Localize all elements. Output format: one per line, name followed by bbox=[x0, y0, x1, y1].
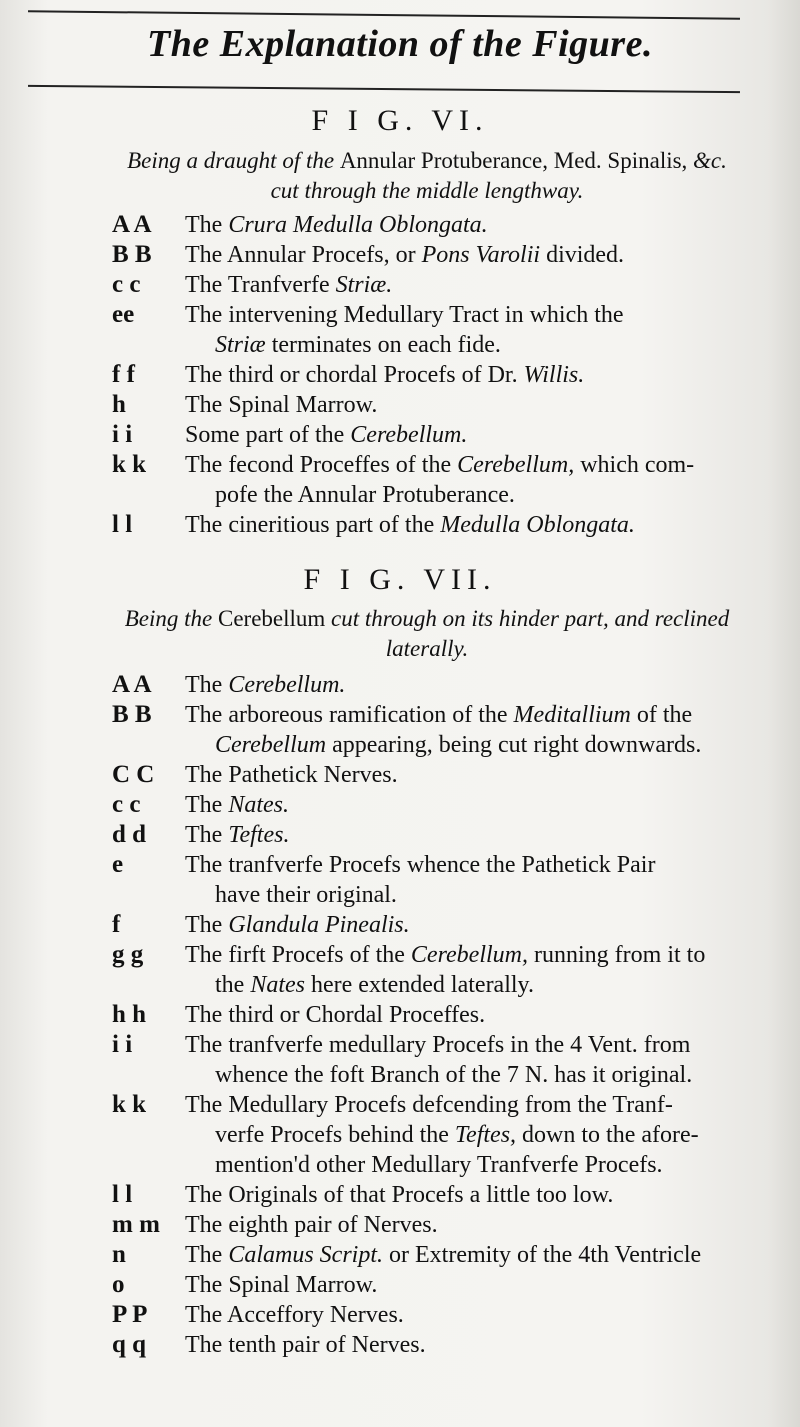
italic-run: Nates. bbox=[228, 792, 289, 818]
text-run: The bbox=[185, 822, 229, 848]
text-run: The bbox=[185, 912, 229, 938]
entry-label: c c bbox=[112, 271, 141, 298]
entry-text bbox=[185, 210, 745, 240]
entry-line bbox=[185, 450, 745, 480]
entry-label: C C bbox=[112, 761, 155, 788]
text-run: The bbox=[185, 1242, 229, 1268]
entry-label: e bbox=[112, 851, 124, 878]
italic-run: Meditallium bbox=[513, 702, 631, 728]
entry-label: B B bbox=[112, 241, 152, 268]
entry-line bbox=[185, 730, 745, 760]
text-run: verfe Procefs behind the bbox=[215, 1122, 455, 1148]
italic-run: Being the bbox=[124, 606, 218, 631]
entry-line bbox=[185, 420, 745, 450]
entry-label: ee bbox=[112, 301, 135, 328]
entry-line bbox=[185, 760, 745, 790]
entry-label: i i bbox=[112, 421, 133, 448]
text-run: pofe the Annular Protuberance. bbox=[215, 482, 515, 508]
entry-text bbox=[185, 420, 745, 450]
italic-run: &c. cut through the middle lengthway. bbox=[270, 148, 727, 203]
italic-run: Cerebellum bbox=[215, 732, 327, 758]
text-run: running from it to bbox=[528, 942, 706, 968]
entry-line bbox=[185, 1030, 745, 1060]
italic-run: Striæ. bbox=[335, 272, 393, 298]
entry-label: m m bbox=[112, 1211, 160, 1238]
italic-run: cut through on its hinder part, and reclined laterally. bbox=[331, 606, 730, 661]
text-run: terminates on each fide. bbox=[265, 332, 501, 358]
entry-label: B B bbox=[112, 701, 152, 728]
entry-label: g g bbox=[112, 941, 144, 968]
entry-text bbox=[185, 1030, 745, 1090]
entry-text bbox=[185, 510, 745, 540]
text-run: whence the foft Branch of the 7 N. has it original. bbox=[215, 1062, 693, 1088]
text-run: The bbox=[185, 792, 229, 818]
entry-label: P P bbox=[112, 1301, 148, 1328]
entry-text bbox=[185, 850, 745, 910]
top-rule bbox=[28, 10, 740, 19]
italic-run: Crura Medulla Oblongata. bbox=[228, 212, 488, 238]
entry-text bbox=[185, 670, 745, 700]
entry-line bbox=[185, 480, 745, 510]
italic-run: Glandula Pinealis. bbox=[228, 912, 410, 938]
entry-text bbox=[185, 910, 745, 940]
entry-label: A A bbox=[112, 671, 152, 698]
text-run: The cineritious part of the bbox=[185, 512, 441, 538]
entry-label: k k bbox=[112, 1091, 147, 1118]
entry-line bbox=[185, 510, 745, 540]
entry-text bbox=[185, 360, 745, 390]
italic-run: Cerebellum. bbox=[350, 422, 468, 448]
text-run: Annular Protuberance, Med. Spinalis, bbox=[339, 148, 694, 173]
figure-heading: F I G. VII. bbox=[303, 563, 497, 596]
text-run: The Medullary Procefs defcending from the Tranf- bbox=[185, 1092, 673, 1118]
entry-text bbox=[185, 1330, 745, 1360]
entry-line bbox=[185, 940, 745, 970]
entry-line bbox=[185, 880, 745, 910]
entry-line bbox=[185, 240, 745, 270]
text-run: The intervening Medullary Tract in which the bbox=[185, 302, 624, 328]
entry-label: d d bbox=[112, 821, 147, 848]
text-run: The Spinal Marrow. bbox=[185, 392, 378, 418]
entry-line bbox=[185, 1240, 745, 1270]
running-title: The Explanation of the Figure. bbox=[147, 23, 653, 65]
entry-text bbox=[185, 1270, 745, 1300]
entry-label: q q bbox=[112, 1331, 147, 1358]
text-run: have their original. bbox=[215, 882, 397, 908]
italic-run: Cerebellum, bbox=[410, 942, 529, 968]
figure-caption bbox=[112, 604, 742, 664]
entry-text bbox=[185, 1090, 745, 1180]
entry-line bbox=[185, 270, 745, 300]
entry-label: f bbox=[112, 911, 121, 938]
text-run: or Extremity of the 4th Ventricle bbox=[383, 1242, 702, 1268]
entry-line bbox=[185, 300, 745, 330]
entry-line bbox=[185, 1210, 745, 1240]
text-run: divided. bbox=[540, 242, 625, 268]
entry-text bbox=[185, 1210, 745, 1240]
entry-label: o bbox=[112, 1271, 125, 1298]
text-run: The firft Procefs of the bbox=[185, 942, 411, 968]
text-run: The Tranfverfe bbox=[185, 272, 336, 298]
italic-run: Cerebellum. bbox=[228, 672, 346, 698]
text-run: The fecond Proceffes of the bbox=[185, 452, 458, 478]
italic-run: Teftes, bbox=[454, 1122, 517, 1148]
entry-line bbox=[185, 1330, 745, 1360]
text-run: of the bbox=[630, 702, 693, 728]
entry-label: c c bbox=[112, 791, 141, 818]
entry-label: l l bbox=[112, 1181, 133, 1208]
entry-line bbox=[185, 700, 745, 730]
entry-line bbox=[185, 910, 745, 940]
text-run: The bbox=[185, 672, 229, 698]
entry-line bbox=[185, 1090, 745, 1120]
text-run: The tenth pair of Nerves. bbox=[185, 1332, 426, 1358]
text-run: mention'd other Medullary Tranfverfe Procefs. bbox=[215, 1152, 663, 1178]
entry-label: A A bbox=[112, 211, 152, 238]
entry-label: f f bbox=[112, 361, 135, 388]
entry-text bbox=[185, 300, 745, 360]
italic-run: Striæ bbox=[215, 332, 266, 358]
entry-label: k k bbox=[112, 451, 147, 478]
entry-line bbox=[185, 390, 745, 420]
entry-line bbox=[185, 1000, 745, 1030]
entry-text bbox=[185, 390, 745, 420]
entry-text bbox=[185, 1000, 745, 1030]
text-run: down to the afore- bbox=[516, 1122, 699, 1148]
text-run: appearing, being cut right downwards. bbox=[326, 732, 702, 758]
entry-line bbox=[185, 1300, 745, 1330]
italic-run: Being a draught of the bbox=[127, 148, 340, 173]
text-run: here extended laterally. bbox=[305, 972, 534, 998]
text-run: The Spinal Marrow. bbox=[185, 1272, 378, 1298]
entry-line bbox=[185, 670, 745, 700]
entry-line bbox=[185, 790, 745, 820]
entry-label: h bbox=[112, 391, 126, 418]
text-run: The bbox=[185, 212, 229, 238]
italic-run: Willis. bbox=[523, 362, 585, 388]
italic-run: Calamus Script. bbox=[228, 1242, 383, 1268]
text-run: The tranfverfe medullary Procefs in the 4 Vent. from bbox=[185, 1032, 691, 1058]
text-run: Cerebellum bbox=[217, 606, 332, 631]
text-run: The tranfverfe Procefs whence the Pathetick Pair bbox=[185, 852, 656, 878]
entry-text bbox=[185, 1180, 745, 1210]
entry-text bbox=[185, 760, 745, 790]
text-run: The Pathetick Nerves. bbox=[185, 762, 398, 788]
entry-text bbox=[185, 820, 745, 850]
entry-label: n bbox=[112, 1241, 126, 1268]
text-run: the bbox=[215, 972, 251, 998]
entry-line bbox=[185, 330, 745, 360]
entry-text bbox=[185, 940, 745, 1000]
entry-line bbox=[185, 1270, 745, 1300]
entry-line bbox=[185, 1120, 745, 1150]
entry-line bbox=[185, 970, 745, 1000]
title-underline-rule bbox=[28, 85, 740, 93]
figure-caption bbox=[112, 146, 742, 206]
figure-heading: F I G. VI. bbox=[311, 104, 489, 137]
italic-run: Nates bbox=[250, 972, 305, 998]
italic-run: Cerebellum, bbox=[457, 452, 575, 478]
text-run: The eighth pair of Nerves. bbox=[185, 1212, 438, 1238]
entry-label: h h bbox=[112, 1001, 147, 1028]
text-run: The Acceffory Nerves. bbox=[185, 1302, 404, 1328]
text-run: which com- bbox=[574, 452, 695, 478]
text-run: The arboreous ramification of the bbox=[185, 702, 514, 728]
text-run: The Originals of that Procefs a little too low. bbox=[185, 1182, 614, 1208]
entry-line bbox=[185, 360, 745, 390]
entry-line bbox=[185, 210, 745, 240]
entry-label: l l bbox=[112, 511, 133, 538]
entry-text bbox=[185, 450, 745, 510]
entry-line bbox=[185, 820, 745, 850]
text-run: The third or Chordal Proceffes. bbox=[185, 1002, 486, 1028]
entry-line bbox=[185, 1180, 745, 1210]
entry-line bbox=[185, 850, 745, 880]
entry-text bbox=[185, 1300, 745, 1330]
text-run: The Annular Procefs, or bbox=[185, 242, 422, 268]
italic-run: Medulla Oblongata. bbox=[440, 512, 635, 538]
entry-text bbox=[185, 790, 745, 820]
text-run: Some part of the bbox=[185, 422, 351, 448]
italic-run: Pons Varolii bbox=[421, 242, 541, 268]
entry-label: i i bbox=[112, 1031, 133, 1058]
text-run: The third or chordal Procefs of Dr. bbox=[185, 362, 524, 388]
entry-line bbox=[185, 1150, 745, 1180]
entry-line bbox=[185, 1060, 745, 1090]
entry-text bbox=[185, 1240, 745, 1270]
entry-text bbox=[185, 270, 745, 300]
entry-text bbox=[185, 240, 745, 270]
entry-text bbox=[185, 700, 745, 760]
italic-run: Teftes. bbox=[228, 822, 290, 848]
